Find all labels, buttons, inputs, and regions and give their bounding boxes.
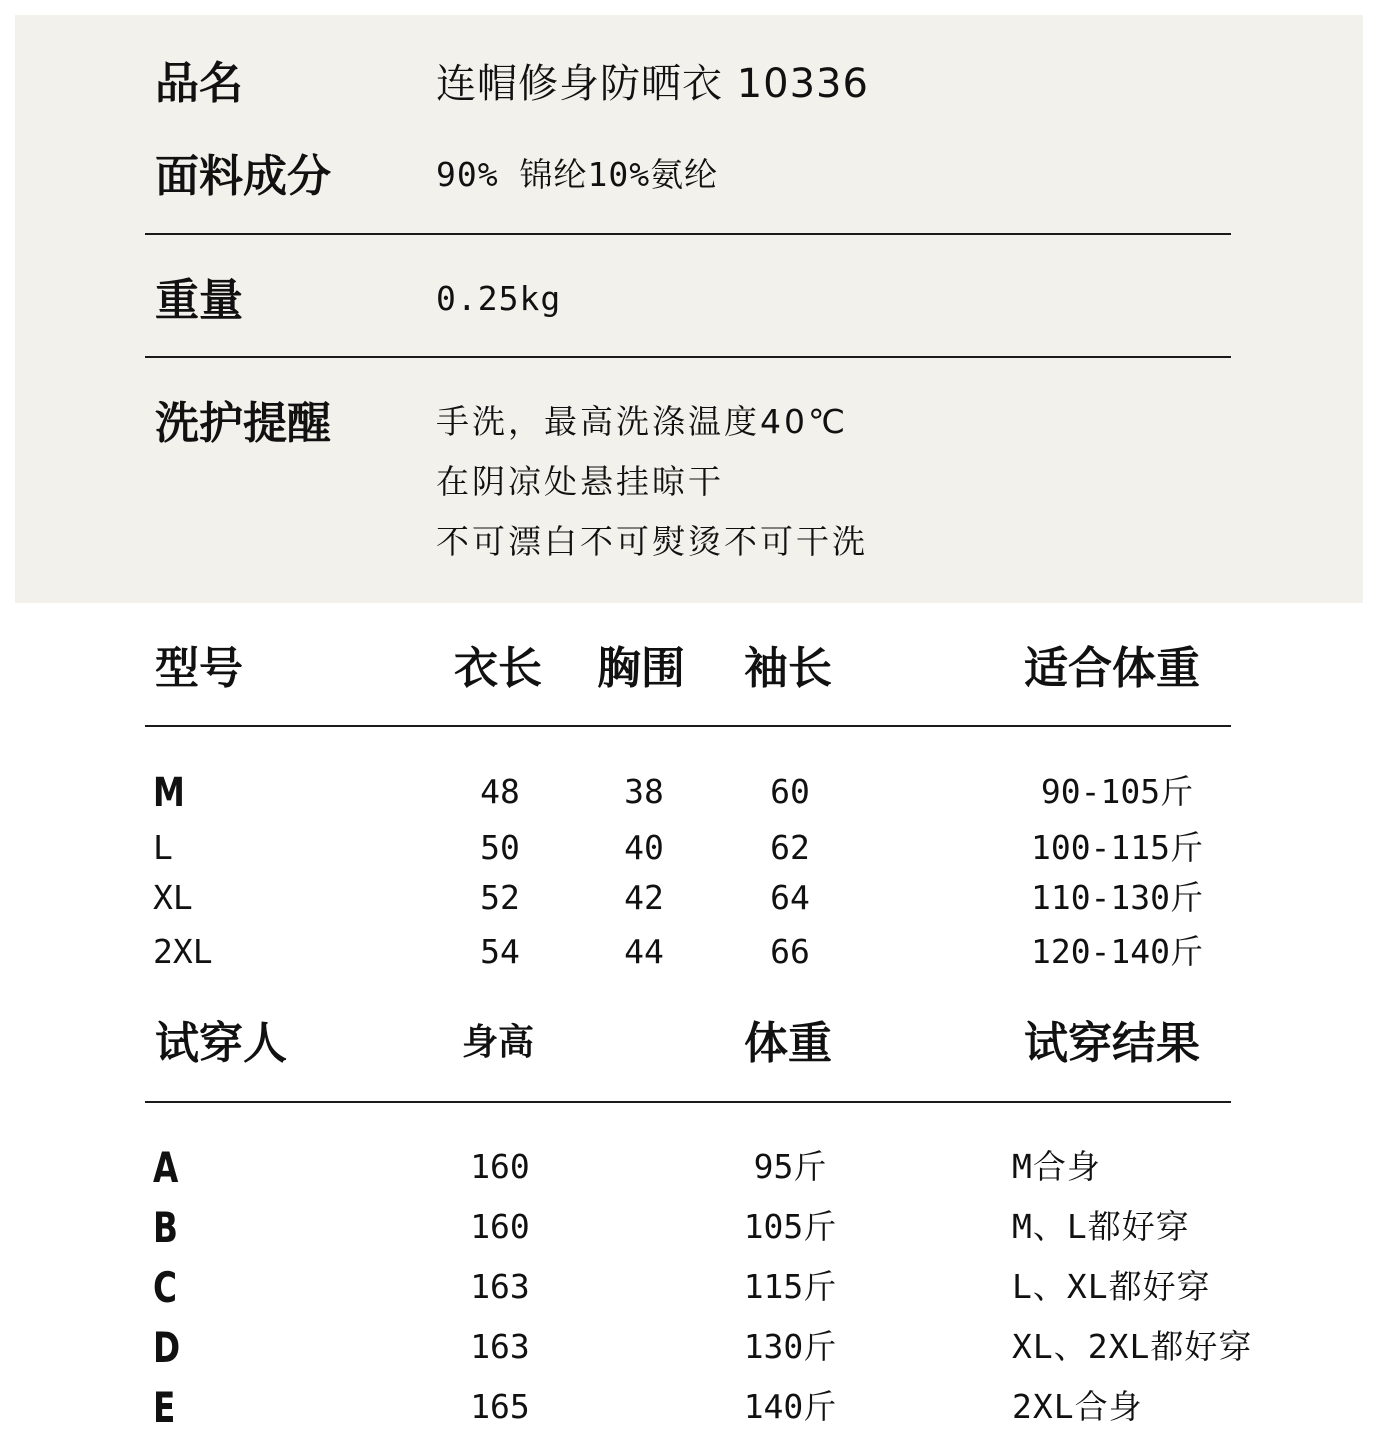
sleeve-cell: 64 (770, 878, 810, 917)
product-name-value: 连帽修身防晒衣 10336 (436, 61, 869, 107)
col-header-fit-weight: 适合体重 (1024, 643, 1200, 694)
col-header-height: 身高 (462, 1022, 535, 1063)
result-cell: M、L都好穿 (1012, 1207, 1190, 1246)
result-cell: 2XL合身 (1012, 1387, 1143, 1426)
sleeve-cell: 60 (770, 772, 810, 811)
chest-cell: 42 (624, 878, 664, 917)
length-cell: 54 (480, 932, 520, 971)
length-cell: 50 (480, 828, 520, 867)
col-header-chest: 胸围 (597, 643, 685, 694)
weight-label: 重量 (155, 275, 243, 326)
weight-cell: 105斤 (743, 1207, 837, 1246)
care-line: 不可漂白不可熨烫不可干洗 (436, 522, 868, 561)
result-cell: L、XL都好穿 (1012, 1267, 1211, 1306)
col-header-length: 衣长 (454, 643, 542, 694)
length-cell: 52 (480, 878, 520, 917)
divider-line (145, 233, 1231, 235)
weight-cell: 130斤 (743, 1327, 837, 1366)
height-cell: 160 (470, 1147, 530, 1186)
fit-weight-cell: 120-140斤 (1030, 932, 1204, 971)
size-code: M (153, 770, 185, 816)
size-code: XL (153, 878, 193, 917)
care-line: 在阴凉处悬挂晾干 (436, 462, 724, 501)
height-cell: 165 (470, 1387, 530, 1426)
height-cell: 160 (470, 1207, 530, 1246)
weight-cell: 115斤 (743, 1267, 837, 1306)
result-cell: XL、2XL都好穿 (1012, 1327, 1253, 1366)
tester-label: E (153, 1383, 176, 1432)
size-code: 2XL (153, 932, 213, 971)
weight-cell: 140斤 (743, 1387, 837, 1426)
sleeve-cell: 66 (770, 932, 810, 971)
height-cell: 163 (470, 1267, 530, 1306)
weight-value: 0.25kg (436, 279, 562, 318)
height-cell: 163 (470, 1327, 530, 1366)
fit-weight-cell: 100-115斤 (1030, 828, 1204, 867)
size-code: L (153, 828, 173, 867)
product-name-label: 品名 (155, 58, 243, 109)
col-header-weight: 体重 (744, 1018, 832, 1069)
care-line: 手洗，最高洗涤温度40℃ (436, 402, 849, 441)
care-label: 洗护提醒 (155, 398, 331, 449)
col-header-result: 试穿结果 (1024, 1018, 1200, 1069)
tester-label: C (153, 1263, 178, 1312)
weight-cell: 95斤 (753, 1147, 827, 1186)
fit-weight-cell: 110-130斤 (1030, 878, 1204, 917)
fabric-value: 90% 锦纶10%氨纶 (436, 155, 719, 194)
chest-cell: 38 (624, 772, 664, 811)
tester-label: A (153, 1143, 179, 1192)
result-cell: M合身 (1012, 1147, 1101, 1186)
tester-label: D (153, 1323, 181, 1372)
col-header-sleeve: 袖长 (744, 643, 832, 694)
chest-cell: 44 (624, 932, 664, 971)
divider-line (145, 725, 1231, 727)
length-cell: 48 (480, 772, 520, 811)
fabric-label: 面料成分 (155, 151, 331, 202)
tester-label: B (153, 1203, 178, 1252)
divider-line (145, 356, 1231, 358)
col-header-model: 型号 (155, 643, 243, 694)
divider-line (145, 1101, 1231, 1103)
sleeve-cell: 62 (770, 828, 810, 867)
chest-cell: 40 (624, 828, 664, 867)
col-header-tester: 试穿人 (155, 1018, 287, 1069)
fit-weight-cell: 90-105斤 (1040, 772, 1194, 811)
